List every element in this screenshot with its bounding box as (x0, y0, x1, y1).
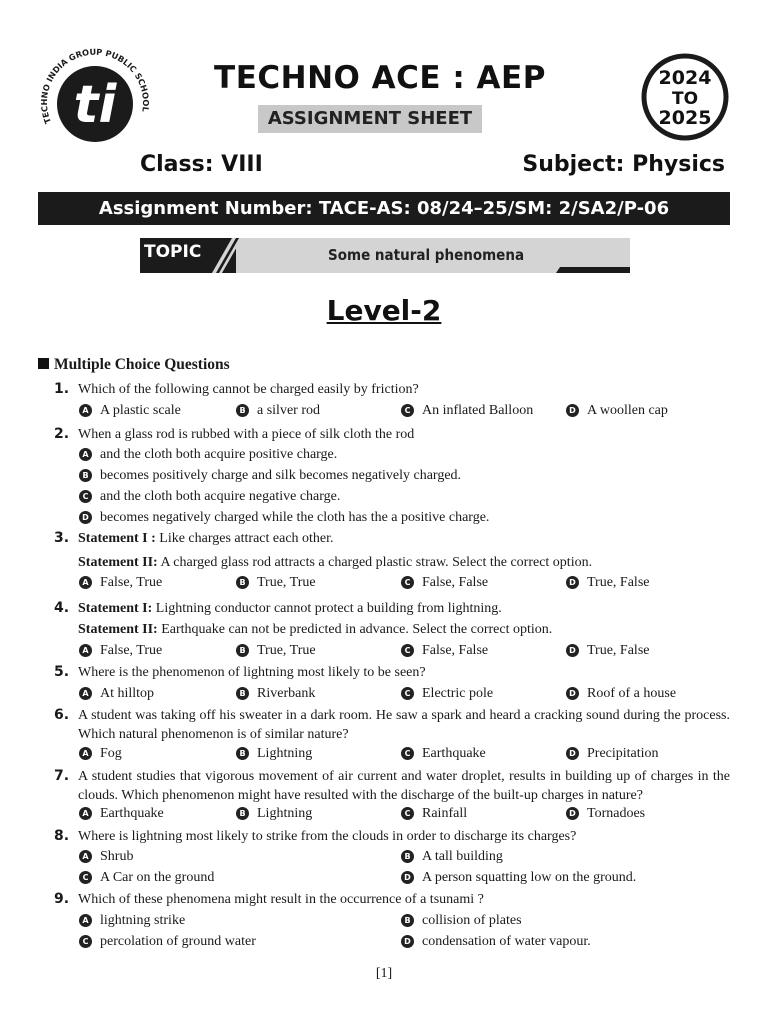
option-c: C An inflated Balloon (401, 403, 533, 419)
question-text: Which of the following cannot be charged easily by friction? (78, 382, 419, 397)
option-c-badge-icon: C (401, 576, 414, 589)
option-b: B Lightning (236, 806, 312, 822)
option-c: C Electric pole (401, 686, 493, 702)
option-b-badge-icon: B (236, 747, 249, 760)
page-number: [1] (375, 966, 393, 981)
topic-title: Some natural phenomena (328, 246, 525, 264)
option-b: B a silver rod (236, 403, 320, 419)
option-b: B Riverbank (236, 686, 315, 702)
question-text: Where is the phenomenon of lightning most likely to be seen? (78, 665, 426, 680)
option-b-badge-icon: B (236, 644, 249, 657)
question-text: A student studies that vigorous movement of air current and water droplet, results in building up of charges in the clouds. Which phenomenon might have resulted with the discharge of the built-up charges in nature? (78, 769, 730, 803)
option-b-badge-icon: B (401, 914, 414, 927)
option-d: D becomes negatively charged while the cloth has the a positive charge. (79, 510, 489, 526)
option-b: B True, True (236, 643, 316, 659)
logo-text: TECHNO INDIA GROUP PUBLIC SCHOOL (38, 46, 152, 126)
option-b-badge-icon: B (79, 469, 92, 482)
topic-slash-decoration (202, 238, 242, 273)
option-d-badge-icon: D (401, 871, 414, 884)
statement-2: Statement II: Earthquake can not be predicted in advance. Select the correct option. (78, 622, 553, 637)
question-number: 5. (54, 664, 70, 680)
option-d: D condensation of water vapour. (401, 934, 591, 950)
option-d: D A person squatting low on the ground. (401, 870, 636, 886)
level-heading: Level-2 (326, 294, 442, 327)
option-a: A Fog (79, 746, 122, 762)
question-number: 7. (54, 768, 70, 784)
class-label: Class: VIII (140, 152, 263, 177)
page-title: TECHNO ACE : AEP (214, 60, 546, 96)
option-a-badge-icon: A (79, 576, 92, 589)
option-d-badge-icon: D (566, 807, 579, 820)
option-a-badge-icon: A (79, 687, 92, 700)
option-d: D Roof of a house (566, 686, 676, 702)
statement-2: Statement II: A charged glass rod attracts a charged plastic straw. Select the correct option. (78, 555, 593, 570)
option-a-badge-icon: A (79, 747, 92, 760)
statement-1: Statement I: Lightning conductor cannot protect a building from lightning. (78, 601, 502, 616)
option-d: D True, False (566, 575, 650, 591)
option-d-badge-icon: D (566, 404, 579, 417)
question-text: Which of these phenomena might result in the occurrence of a tsunami ? (78, 892, 484, 907)
option-b: B True, True (236, 575, 316, 591)
question-number: 2. (54, 426, 70, 442)
assignment-sheet-label: ASSIGNMENT SHEET (258, 105, 482, 133)
option-c: C Rainfall (401, 806, 467, 822)
option-a: A At hilltop (79, 686, 154, 702)
logo-letters: ti (73, 75, 117, 135)
option-b: B collision of plates (401, 913, 522, 929)
school-logo (34, 46, 156, 168)
option-a-badge-icon: A (79, 807, 92, 820)
question-number: 6. (54, 707, 70, 723)
option-c: C A Car on the ground (79, 870, 214, 886)
statement-1: Statement I : Like charges attract each other. (78, 531, 334, 546)
option-a-badge-icon: A (79, 448, 92, 461)
option-b-badge-icon: B (236, 576, 249, 589)
option-d-badge-icon: D (79, 511, 92, 524)
option-c: C False, False (401, 575, 488, 591)
question-number: 1. (54, 381, 70, 397)
question-number: 8. (54, 828, 70, 844)
section-heading (38, 356, 230, 374)
option-b-badge-icon: B (236, 404, 249, 417)
option-a-badge-icon: A (79, 850, 92, 863)
option-c-badge-icon: C (401, 404, 414, 417)
option-b: B becomes positively charge and silk becomes negatively charged. (79, 468, 461, 484)
option-a-badge-icon: A (79, 644, 92, 657)
subject-label: Subject: Physics (522, 152, 725, 177)
option-a-badge-icon: A (79, 914, 92, 927)
option-a-badge-icon: A (79, 404, 92, 417)
option-c-badge-icon: C (79, 935, 92, 948)
option-d: D True, False (566, 643, 650, 659)
option-b: B Lightning (236, 746, 312, 762)
topic-corner-decoration (550, 267, 630, 273)
year-badge (640, 52, 730, 142)
option-a: A A plastic scale (79, 403, 181, 419)
option-c-badge-icon: C (79, 490, 92, 503)
option-a: A lightning strike (79, 913, 185, 929)
option-a: A Shrub (79, 849, 133, 865)
section-title: Multiple Choice Questions (54, 356, 230, 373)
option-d: D Precipitation (566, 746, 659, 762)
option-d: D Tornadoes (566, 806, 645, 822)
year-start: 2024 (658, 67, 712, 89)
option-c-badge-icon: C (401, 747, 414, 760)
option-c: C False, False (401, 643, 488, 659)
question-text: A student was taking off his sweater in a dark room. He saw a spark and heard a cracking sound during the process. Which natural phenomenon is of similar nature? (78, 708, 730, 742)
assignment-number-bar: Assignment Number: TACE-AS: 08/24–25/SM: 2/SA2/P-06 (38, 192, 730, 225)
option-c-badge-icon: C (401, 687, 414, 700)
option-a: A Earthquake (79, 806, 164, 822)
question-number: 3. (54, 530, 70, 546)
option-c: C Earthquake (401, 746, 486, 762)
question-text: When a glass rod is rubbed with a piece of silk cloth the rod (78, 427, 415, 442)
option-d: D A woollen cap (566, 403, 668, 419)
question-number: 4. (54, 600, 70, 616)
option-b-badge-icon: B (236, 807, 249, 820)
option-c: C percolation of ground water (79, 934, 256, 950)
square-bullet-icon (38, 358, 49, 369)
topic-tag: TOPIC (140, 238, 236, 273)
option-c-badge-icon: C (401, 644, 414, 657)
option-c-badge-icon: C (401, 807, 414, 820)
option-a: A and the cloth both acquire positive charge. (79, 447, 337, 463)
year-to: TO (671, 89, 699, 109)
option-d-badge-icon: D (566, 747, 579, 760)
option-d-badge-icon: D (566, 576, 579, 589)
option-b-badge-icon: B (236, 687, 249, 700)
option-d-badge-icon: D (566, 687, 579, 700)
option-d-badge-icon: D (401, 935, 414, 948)
option-b: B A tall building (401, 849, 503, 865)
question-text: Where is lightning most likely to strike from the clouds in order to discharge its charges? (78, 829, 577, 844)
question-number: 9. (54, 891, 70, 907)
option-b-badge-icon: B (401, 850, 414, 863)
option-c: C and the cloth both acquire negative charge. (79, 489, 340, 505)
topic-bar (140, 238, 630, 273)
option-c-badge-icon: C (79, 871, 92, 884)
option-d-badge-icon: D (566, 644, 579, 657)
option-a: A False, True (79, 575, 162, 591)
year-end: 2025 (658, 107, 712, 129)
option-a: A False, True (79, 643, 162, 659)
